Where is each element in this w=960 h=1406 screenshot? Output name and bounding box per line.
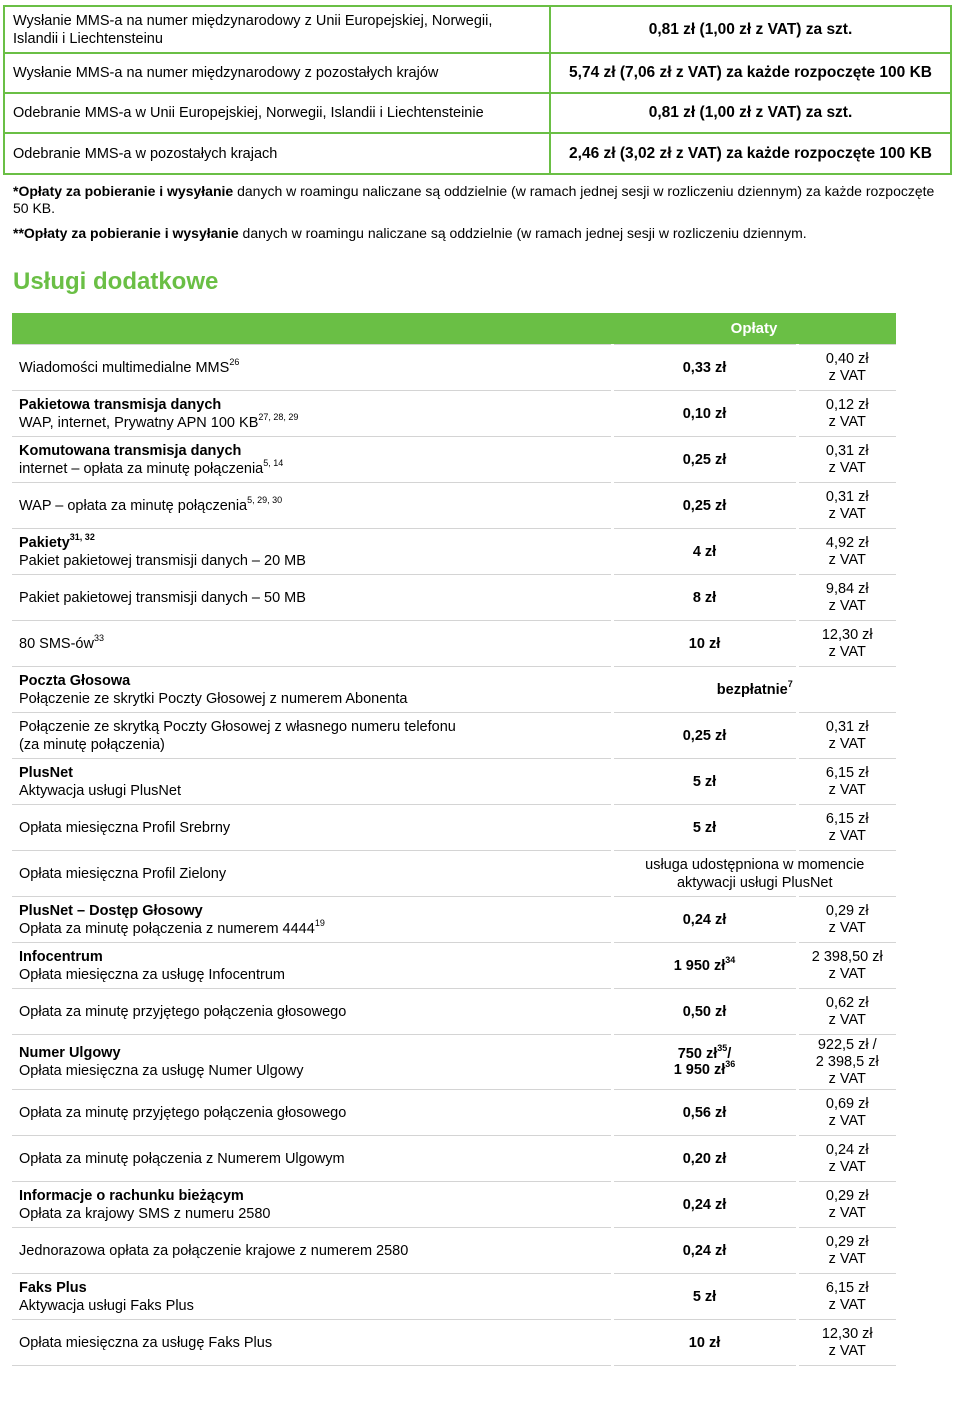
footnote-ref: 31, 32 bbox=[69, 531, 95, 542]
fee-gross-cell bbox=[797, 805, 896, 851]
service-group-title bbox=[19, 764, 611, 782]
fee-net-cell bbox=[612, 989, 797, 1035]
table-row bbox=[12, 575, 896, 621]
service-name-cell bbox=[12, 1182, 612, 1228]
table-row bbox=[12, 483, 896, 529]
fee-gross: 6,15 zł bbox=[825, 810, 869, 827]
fee-gross: 4,92 zł bbox=[825, 534, 869, 551]
fee-gross: 12,30 zł bbox=[821, 626, 873, 643]
service-name bbox=[19, 718, 611, 736]
top-row bbox=[4, 93, 951, 133]
service-name-cell bbox=[12, 1090, 612, 1136]
service-name bbox=[19, 1062, 611, 1080]
service-name-text: WAP – opłata za minutę połączenia bbox=[19, 497, 248, 514]
fee-vat-label: z VAT bbox=[828, 597, 866, 614]
fee-gross-cell bbox=[797, 943, 896, 989]
fee-net: 4 zł bbox=[692, 543, 717, 560]
footnote-ref: 27, 28, 29 bbox=[258, 411, 299, 422]
fee-vat-label: z VAT bbox=[828, 643, 866, 660]
service-name bbox=[19, 1334, 611, 1352]
fee-gross: 0,62 zł bbox=[825, 994, 869, 1011]
footnote-2 bbox=[13, 225, 948, 242]
fee-vat-label: z VAT bbox=[828, 1011, 866, 1028]
table-row bbox=[12, 1320, 896, 1366]
footnote-ref: 19 bbox=[314, 917, 325, 928]
top-row-value: 0,81 zł (1,00 zł z VAT) za szt. bbox=[550, 6, 951, 53]
fee-net-cell bbox=[612, 1182, 797, 1228]
service-name bbox=[19, 1297, 611, 1315]
fee-gross-cell bbox=[797, 1228, 896, 1274]
service-name-cell bbox=[12, 483, 612, 529]
fee-net: 8 zł bbox=[692, 589, 717, 606]
service-name-cell bbox=[12, 1136, 612, 1182]
service-name bbox=[19, 457, 611, 478]
fee-gross-cell bbox=[797, 759, 896, 805]
service-group-title-text: Pakiety bbox=[19, 534, 70, 551]
service-name-text: Jednorazowa opłata za połączenie krajowe z numerem 2580 bbox=[19, 1242, 409, 1259]
fee-net: 0,25 zł bbox=[682, 497, 727, 514]
fee-net-cell bbox=[612, 345, 797, 391]
fee-gross: 0,29 zł bbox=[825, 1233, 869, 1250]
service-name bbox=[19, 1205, 611, 1223]
top-row-value: 2,46 zł (3,02 zł z VAT) za każde rozpoczęte 100 KB bbox=[550, 133, 951, 174]
fee-vat-label: z VAT bbox=[828, 781, 866, 798]
service-name-cell bbox=[12, 943, 612, 989]
service-name bbox=[19, 782, 611, 800]
fee-net-cell bbox=[612, 1320, 797, 1366]
fee-net-cell bbox=[612, 1035, 797, 1090]
fee-gross-cell bbox=[797, 1035, 896, 1090]
service-name-cell bbox=[12, 1035, 612, 1090]
top-row-label: Odebranie MMS-a w pozostałych krajach bbox=[4, 133, 550, 174]
service-group-title bbox=[19, 1044, 611, 1062]
service-group-title-text: Faks Plus bbox=[19, 1279, 87, 1296]
fee-vat-label: z VAT bbox=[828, 1204, 866, 1221]
table-row bbox=[12, 1182, 896, 1228]
service-name-cell bbox=[12, 759, 612, 805]
fee-gross-cell bbox=[797, 345, 896, 391]
table-row bbox=[12, 851, 896, 897]
fee-net: 0,33 zł bbox=[682, 359, 727, 376]
fee-net-cell bbox=[612, 943, 797, 989]
service-group-title-text: Komutowana transmisja danych bbox=[19, 442, 242, 459]
service-name bbox=[19, 1242, 611, 1260]
service-name-text: internet – opłata za minutę połączenia bbox=[19, 460, 264, 477]
service-name-cell bbox=[12, 1228, 612, 1274]
fee-gross: 0,40 zł bbox=[825, 350, 869, 367]
top-row bbox=[4, 133, 951, 174]
service-name-text: Aktywacja usługi PlusNet bbox=[19, 782, 181, 799]
top-row bbox=[4, 53, 951, 93]
footnote-1-bold: *Opłaty za pobieranie i wysyłanie bbox=[13, 183, 234, 199]
service-name bbox=[19, 1003, 611, 1021]
service-name-cell bbox=[12, 851, 612, 897]
fees-header: Opłaty bbox=[612, 313, 896, 345]
fee-gross: 0,31 zł bbox=[825, 718, 869, 735]
table-row bbox=[12, 805, 896, 851]
service-group-title bbox=[19, 531, 611, 552]
service-name-cell bbox=[12, 621, 612, 667]
fee-gross-cell bbox=[797, 1182, 896, 1228]
fee-vat-label: z VAT bbox=[828, 827, 866, 844]
fee-net-cell bbox=[612, 437, 797, 483]
service-name-cell bbox=[12, 529, 612, 575]
fee-net: 1 950 zł bbox=[673, 957, 726, 974]
service-name bbox=[19, 1104, 611, 1122]
service-name-cell bbox=[12, 713, 612, 759]
table-row bbox=[12, 1274, 896, 1320]
top-row-label: Odebranie MMS-a w Unii Europejskiej, Norwegii, Islandii i Liechtensteinie bbox=[4, 93, 550, 133]
fee-vat-label: z VAT bbox=[828, 1296, 866, 1313]
fee-gross-cell bbox=[797, 575, 896, 621]
service-name-text: Połączenie ze skrytką Poczty Głosowej z własnego numeru telefonu bbox=[19, 718, 456, 735]
service-name-text: Opłata miesięczna za usługę Infocentrum bbox=[19, 966, 285, 983]
fee-gross-cell bbox=[797, 713, 896, 759]
table-row bbox=[12, 621, 896, 667]
section-title: Usługi dodatkowe bbox=[13, 268, 219, 295]
service-name-text: Pakiet pakietowej transmisji danych – 20 MB bbox=[19, 552, 306, 569]
fee-gross-cell bbox=[797, 483, 896, 529]
service-name bbox=[19, 819, 611, 837]
table-row bbox=[12, 437, 896, 483]
fee-net: 0,24 zł bbox=[682, 911, 727, 928]
fee-vat-label: z VAT bbox=[828, 413, 866, 430]
service-name-cell bbox=[12, 805, 612, 851]
table-row bbox=[12, 529, 896, 575]
service-name-text: Opłata miesięczna Profil Srebrny bbox=[19, 819, 231, 836]
footnote-ref: 35 bbox=[717, 1043, 728, 1053]
service-name-cell bbox=[12, 437, 612, 483]
fee-gross-cell bbox=[797, 529, 896, 575]
fee-gross-alt: 2 398,5 zł bbox=[815, 1053, 879, 1070]
top-row-label: Wysłanie MMS-a na numer międzynarodowy z Unii Europejskiej, Norwegii, Islandii i Liechtensteinu bbox=[4, 6, 550, 53]
service-name bbox=[19, 690, 611, 708]
table-row bbox=[12, 1136, 896, 1182]
footnote-1-text: danych w roamingu naliczane są oddzielnie (w ramach jednej sesji w rozliczeniu dziennym) za każde rozpoczęte 50 KB. bbox=[13, 183, 935, 216]
fee-gross-cell bbox=[797, 621, 896, 667]
footnote-ref: 5, 29, 30 bbox=[247, 494, 283, 505]
service-name-text: Opłata za krajowy SMS z numeru 2580 bbox=[19, 1205, 271, 1222]
fee-gross: 0,29 zł bbox=[825, 902, 869, 919]
service-group-title bbox=[19, 1279, 611, 1297]
top-row-label: Wysłanie MMS-a na numer międzynarodowy z pozostałych krajów bbox=[4, 53, 550, 93]
service-name-cell bbox=[12, 667, 612, 713]
table-row bbox=[12, 713, 896, 759]
service-group-title-text: PlusNet bbox=[19, 764, 73, 781]
table-row bbox=[12, 1228, 896, 1274]
footnote-2-text: danych w roamingu naliczane są oddzielnie (w ramach jednej sesji w rozliczeniu dziennym. bbox=[238, 225, 807, 241]
service-group-title-text: Pakietowa transmisja danych bbox=[19, 396, 222, 413]
mms-roaming-table bbox=[3, 5, 952, 175]
fee-net-cell bbox=[612, 713, 797, 759]
fee-net: 5 zł bbox=[692, 819, 717, 836]
fee-net: 0,10 zł bbox=[682, 405, 727, 422]
fee-gross: 12,30 zł bbox=[821, 1325, 873, 1342]
fee-vat-label: z VAT bbox=[828, 1112, 866, 1129]
fee-gross: 0,24 zł bbox=[825, 1141, 869, 1158]
top-row-value: 5,74 zł (7,06 zł z VAT) za każde rozpoczęte 100 KB bbox=[550, 53, 951, 93]
footnote-ref: 36 bbox=[725, 1059, 736, 1069]
fee-net-cell bbox=[612, 483, 797, 529]
fee-net: 0,24 zł bbox=[682, 1196, 727, 1213]
service-name-text: Połączenie ze skrytki Poczty Głosowej z numerem Abonenta bbox=[19, 690, 408, 707]
fee-gross: 922,5 zł / bbox=[817, 1036, 877, 1053]
service-group-title-text: Numer Ulgowy bbox=[19, 1045, 121, 1061]
fee-text-cont: aktywacji usługi PlusNet bbox=[676, 874, 833, 891]
service-name bbox=[19, 1150, 611, 1168]
service-name-text: Opłata za minutę przyjętego połączenia głosowego bbox=[19, 1104, 347, 1121]
table-row bbox=[12, 1035, 896, 1090]
fee-vat-label: z VAT bbox=[828, 459, 866, 476]
fee-net: 750 zł bbox=[677, 1046, 718, 1062]
service-group-title bbox=[19, 672, 611, 690]
fee-net: 5 zł bbox=[692, 773, 717, 790]
fee-gross: 0,31 zł bbox=[825, 488, 869, 505]
service-group-title bbox=[19, 1187, 611, 1205]
footnote-2-bold: **Opłaty za pobieranie i wysyłanie bbox=[13, 225, 239, 241]
fee-net-cell bbox=[612, 1090, 797, 1136]
fee-net: 5 zł bbox=[692, 1288, 717, 1305]
footnote-1 bbox=[13, 183, 948, 217]
fee-net: 0,25 zł bbox=[682, 727, 727, 744]
service-group-title bbox=[19, 396, 611, 414]
fee-gross: 6,15 zł bbox=[825, 1279, 869, 1296]
service-name bbox=[19, 632, 611, 653]
fee-text: usługa udostępniona w momencie bbox=[645, 856, 865, 873]
service-name bbox=[19, 356, 611, 377]
service-group-title-text: Informacje o rachunku bieżącym bbox=[19, 1187, 244, 1204]
fee-net-cell bbox=[612, 529, 797, 575]
fee-net-alt: 1 950 zł bbox=[673, 1062, 726, 1078]
fee-vat-label: z VAT bbox=[828, 1158, 866, 1175]
fee-gross-cell bbox=[797, 391, 896, 437]
fee-gross-cell bbox=[797, 1274, 896, 1320]
fee-gross-cell bbox=[797, 1320, 896, 1366]
fee-merged-cell bbox=[612, 851, 896, 897]
fee-net-cell bbox=[612, 391, 797, 437]
fee-gross-cell bbox=[797, 989, 896, 1035]
fee-net-cell bbox=[612, 1228, 797, 1274]
service-name-text: Wiadomości multimedialne MMS bbox=[19, 359, 230, 376]
service-name-cell bbox=[12, 575, 612, 621]
fee-gross-cell bbox=[797, 897, 896, 943]
table-row bbox=[12, 989, 896, 1035]
service-name-text: WAP, internet, Prywatny APN 100 KB bbox=[19, 414, 259, 431]
fee-vat-label: z VAT bbox=[828, 1342, 866, 1359]
fee-gross-cell bbox=[797, 1090, 896, 1136]
service-name bbox=[19, 966, 611, 984]
footnote-ref: 7 bbox=[787, 678, 793, 689]
fee-net: 10 zł bbox=[688, 1334, 721, 1351]
service-name bbox=[19, 917, 611, 938]
fee-net: 10 zł bbox=[688, 635, 721, 652]
additional-services-table bbox=[12, 313, 896, 1366]
table-row bbox=[12, 1090, 896, 1136]
service-name-cell bbox=[12, 989, 612, 1035]
table-row bbox=[12, 345, 896, 391]
fee-net-cell bbox=[612, 759, 797, 805]
fee-net: 0,56 zł bbox=[682, 1104, 727, 1121]
service-name-cell bbox=[12, 391, 612, 437]
service-group-title bbox=[19, 442, 611, 460]
top-row-value: 0,81 zł (1,00 zł z VAT) za szt. bbox=[550, 93, 951, 133]
service-name bbox=[19, 411, 611, 432]
service-name bbox=[19, 865, 611, 883]
service-group-title-text: Infocentrum bbox=[19, 948, 103, 965]
fee-vat-label: z VAT bbox=[828, 505, 866, 522]
fee-vat-label: z VAT bbox=[828, 1070, 866, 1087]
service-name-cell bbox=[12, 897, 612, 943]
service-name-text: Opłata miesięczna za usługę Numer Ulgowy bbox=[19, 1063, 304, 1079]
service-name-text: 80 SMS-ów bbox=[19, 635, 94, 652]
fee-gross: 9,84 zł bbox=[825, 580, 869, 597]
fee-net-cell bbox=[612, 1136, 797, 1182]
fee-net-sep: / bbox=[727, 1046, 732, 1062]
fee-vat-label: z VAT bbox=[828, 735, 866, 752]
fee-gross-cell bbox=[797, 437, 896, 483]
fee-net-cell bbox=[612, 897, 797, 943]
service-name-text: Opłata za minutę połączenia z numerem 4444 bbox=[19, 920, 315, 937]
fee-gross: 0,69 zł bbox=[825, 1095, 869, 1112]
fee-net: 0,20 zł bbox=[682, 1150, 727, 1167]
fee-net-cell bbox=[612, 805, 797, 851]
footnote-ref: 33 bbox=[93, 632, 104, 643]
fee-net-cell bbox=[612, 621, 797, 667]
fee-gross: 2 398,50 zł bbox=[811, 948, 883, 965]
fee-gross: 6,15 zł bbox=[825, 764, 869, 781]
service-group-title-text: Poczta Głosowa bbox=[19, 672, 131, 689]
table-row bbox=[12, 667, 896, 713]
table-row bbox=[12, 759, 896, 805]
fee-net: 0,50 zł bbox=[682, 1003, 727, 1020]
footnote-ref: 5, 14 bbox=[263, 457, 284, 468]
fee-text: bezpłatnie bbox=[716, 681, 788, 698]
fee-gross: 0,31 zł bbox=[825, 442, 869, 459]
top-row bbox=[4, 6, 951, 53]
fee-net: 0,24 zł bbox=[682, 1242, 727, 1259]
service-name-cell bbox=[12, 345, 612, 391]
service-name-text: Opłata za minutę połączenia z Numerem Ulgowym bbox=[19, 1150, 345, 1167]
service-name-text: Opłata za minutę przyjętego połączenia głosowego bbox=[19, 1003, 347, 1020]
service-name-text: Pakiet pakietowej transmisji danych – 50 MB bbox=[19, 589, 306, 606]
fee-vat-label: z VAT bbox=[828, 919, 866, 936]
service-name bbox=[19, 552, 611, 570]
service-name-cell bbox=[12, 1320, 612, 1366]
footnote-ref: 34 bbox=[725, 954, 736, 965]
fee-merged-cell bbox=[612, 667, 896, 713]
table-row bbox=[12, 943, 896, 989]
service-name-text: Opłata miesięczna Profil Zielony bbox=[19, 865, 227, 882]
footnote-ref: 26 bbox=[229, 356, 240, 367]
service-group-title-text: PlusNet – Dostęp Głosowy bbox=[19, 902, 203, 919]
fee-net-cell bbox=[612, 575, 797, 621]
fee-vat-label: z VAT bbox=[828, 367, 866, 384]
service-group-title bbox=[19, 948, 611, 966]
fee-gross: 0,12 zł bbox=[825, 396, 869, 413]
service-name-cont: (za minutę połączenia) bbox=[19, 736, 165, 753]
service-name bbox=[19, 589, 611, 607]
service-name-text: Aktywacja usługi Faks Plus bbox=[19, 1297, 194, 1314]
service-name bbox=[19, 494, 611, 515]
fee-net-cell bbox=[612, 1274, 797, 1320]
service-name-text: Opłata miesięczna za usługę Faks Plus bbox=[19, 1334, 273, 1351]
header-blank bbox=[12, 313, 612, 345]
fee-gross-cell bbox=[797, 1136, 896, 1182]
table-row bbox=[12, 391, 896, 437]
table-row bbox=[12, 897, 896, 943]
service-name-cell bbox=[12, 1274, 612, 1320]
fee-vat-label: z VAT bbox=[828, 1250, 866, 1267]
fee-net: 0,25 zł bbox=[682, 451, 727, 468]
fee-gross: 0,29 zł bbox=[825, 1187, 869, 1204]
table-header bbox=[12, 313, 896, 345]
fee-vat-label: z VAT bbox=[828, 551, 866, 568]
fee-vat-label: z VAT bbox=[828, 965, 866, 982]
